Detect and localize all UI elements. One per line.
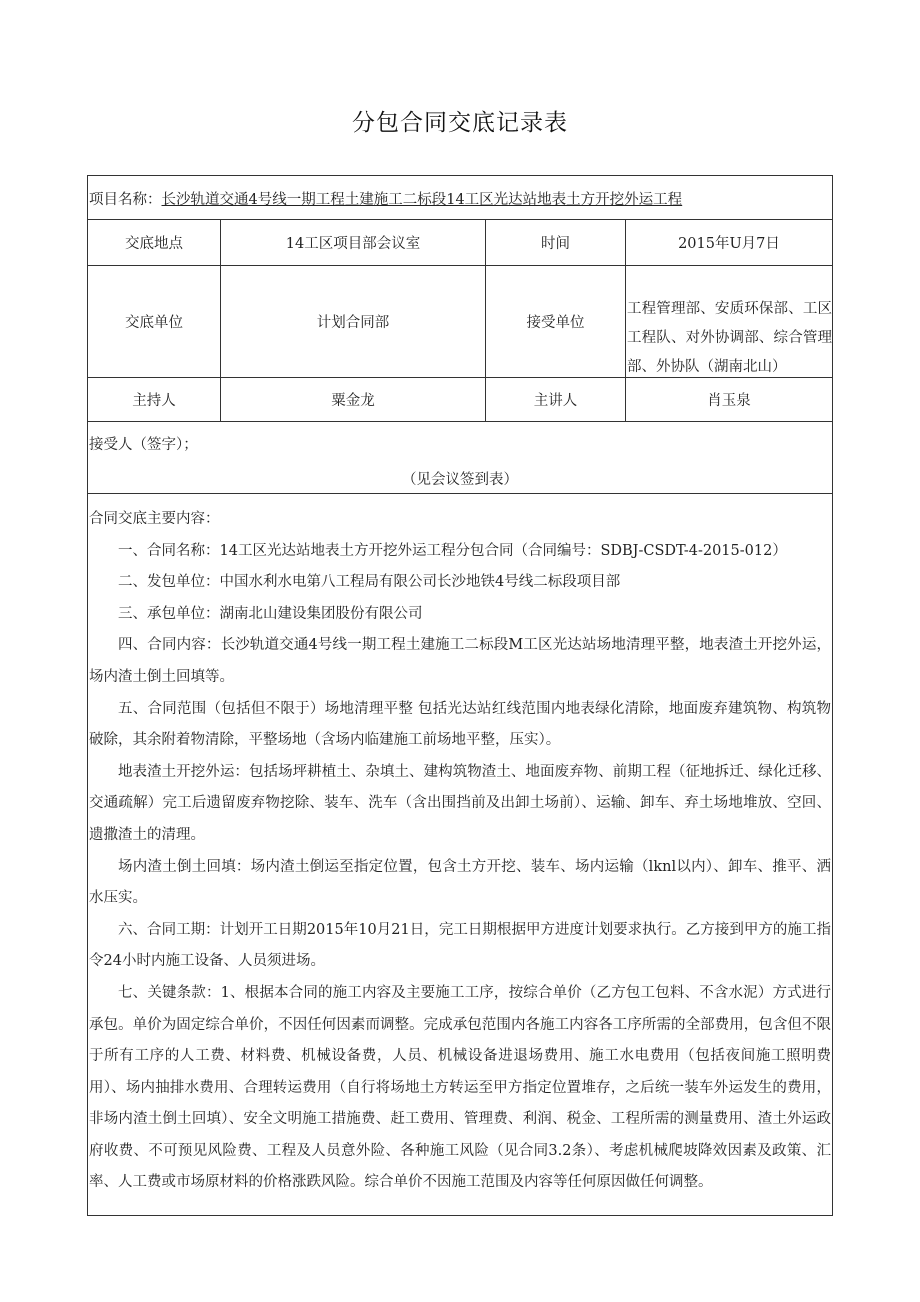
location-label: 交底地点 <box>125 236 183 252</box>
row-divider <box>87 493 833 494</box>
page-title: 分包合同交底记录表 <box>352 110 568 136</box>
location-value: 14工区项目部会议室 <box>285 236 421 252</box>
content-paragraph: 六、合同工期：计划开工日期2015年10月21日，完工日期根据甲方进度计划要求执行。乙方接到甲方的施工指令24小时内施工设备、人员须进场。 <box>89 921 831 970</box>
content-heading: 合同交底主要内容： <box>89 511 220 527</box>
receiver-label: 接受单位 <box>526 315 585 331</box>
host-label: 主持人 <box>132 393 176 409</box>
time-label: 时间 <box>541 236 570 252</box>
content-paragraph: 五、合同范围（包括但不限于）场地清理平整 包括光达站红线范围内地表绿化清除，地面废弃建筑物、构筑物破除，其余附着物清除，平整场地（含场内临建施工前场地平整，压实）。 <box>89 700 831 749</box>
speaker-label: 主讲人 <box>533 393 578 409</box>
host-value: 粟金龙 <box>331 393 375 409</box>
speaker-value: 肖玉泉 <box>707 393 751 409</box>
project-value: 长沙轨道交通4号线一期工程土建施工二标段14工区光达站地表土方开挖外运工程 <box>161 192 683 208</box>
content-paragraph: 一、合同名称：14工区光达站地表土方开挖外运工程分包合同（合同编号：SDBJ-CSDT-4-2015-012） <box>118 542 787 559</box>
receiver-value: 工程管理部、安质环保部、工区工程队、对外协调部、综合管理部、外协队（湖南北山） <box>627 301 832 375</box>
issuer-label: 交底单位 <box>125 315 183 331</box>
project-label: 项目名称： <box>89 192 162 208</box>
content-paragraph: 地表渣土开挖外运：包括场坪耕植土、杂填土、建构筑物渣土、地面废弃物、前期工程（征地拆迁、绿化迁移、交通疏解）完工后遗留废弃物挖除、装车、洗车（含出围挡前及出卸土场前）、运输、卸车、弃土场地堆放、空回、遗撒渣土的清理。 <box>89 763 831 843</box>
content-paragraph: 三、承包单位：湖南北山建设集团股份有限公司 <box>118 605 423 622</box>
signature-label: 接受人（签字）； <box>89 437 198 453</box>
row-divider <box>87 421 833 422</box>
content-paragraph: 七、关键条款：1、根据本合同的施工内容及主要施工工序，按综合单价（乙方包工包料、不含水泥）方式进行承包。单价为固定综合单价，不因任何因素而调整。完成承包范围内各施工内容各工序所需的全部费用，包含但不限于所有工序的人工费、材料费、机械设备费，人员、机械设备进退场费用、施工水电费用（包括夜间施工照明费用）、场内抽排水费用、合理转运费用（自行将场地土方转运至甲方指定位置堆存，之后统一装车外运发生的费用，非场内渣土倒土回填）、安全文明施工措施费、赶工费用、管理费、利润、税金、工程所需的测量费用、渣土外运政府收费、不可预见风险费、工程及人员意外险、各种施工风险（见合同3.2条）、考虑机械爬坡降效因素及政策、汇率、人工费或市场原材料的价格涨跌风险。综合单价不因施工范围及内容等任何原因做任何调整。 <box>89 984 831 1191</box>
contract-content <box>89 504 831 1199</box>
content-paragraph: 二、发包单位：中国水利水电第八工程局有限公司长沙地铁4号线二标段项目部 <box>118 574 621 591</box>
time-value: 2015年U月7日 <box>678 236 780 252</box>
project-name <box>89 188 682 209</box>
content-paragraph: 四、合同内容：长沙轨道交通4号线一期工程土建施工二标段M工区光达站场地清理平整，地表渣土开挖外运，场内渣土倒土回填等。 <box>89 637 831 685</box>
signature-note: （见会议签到表） <box>402 472 518 488</box>
issuer-value: 计划合同部 <box>316 315 390 331</box>
content-paragraph: 场内渣土倒土回填：场内渣土倒运至指定位置，包含土方开挖、装车、场内运输（lknl以内）、卸车、推平、洒水压实。 <box>89 858 831 907</box>
